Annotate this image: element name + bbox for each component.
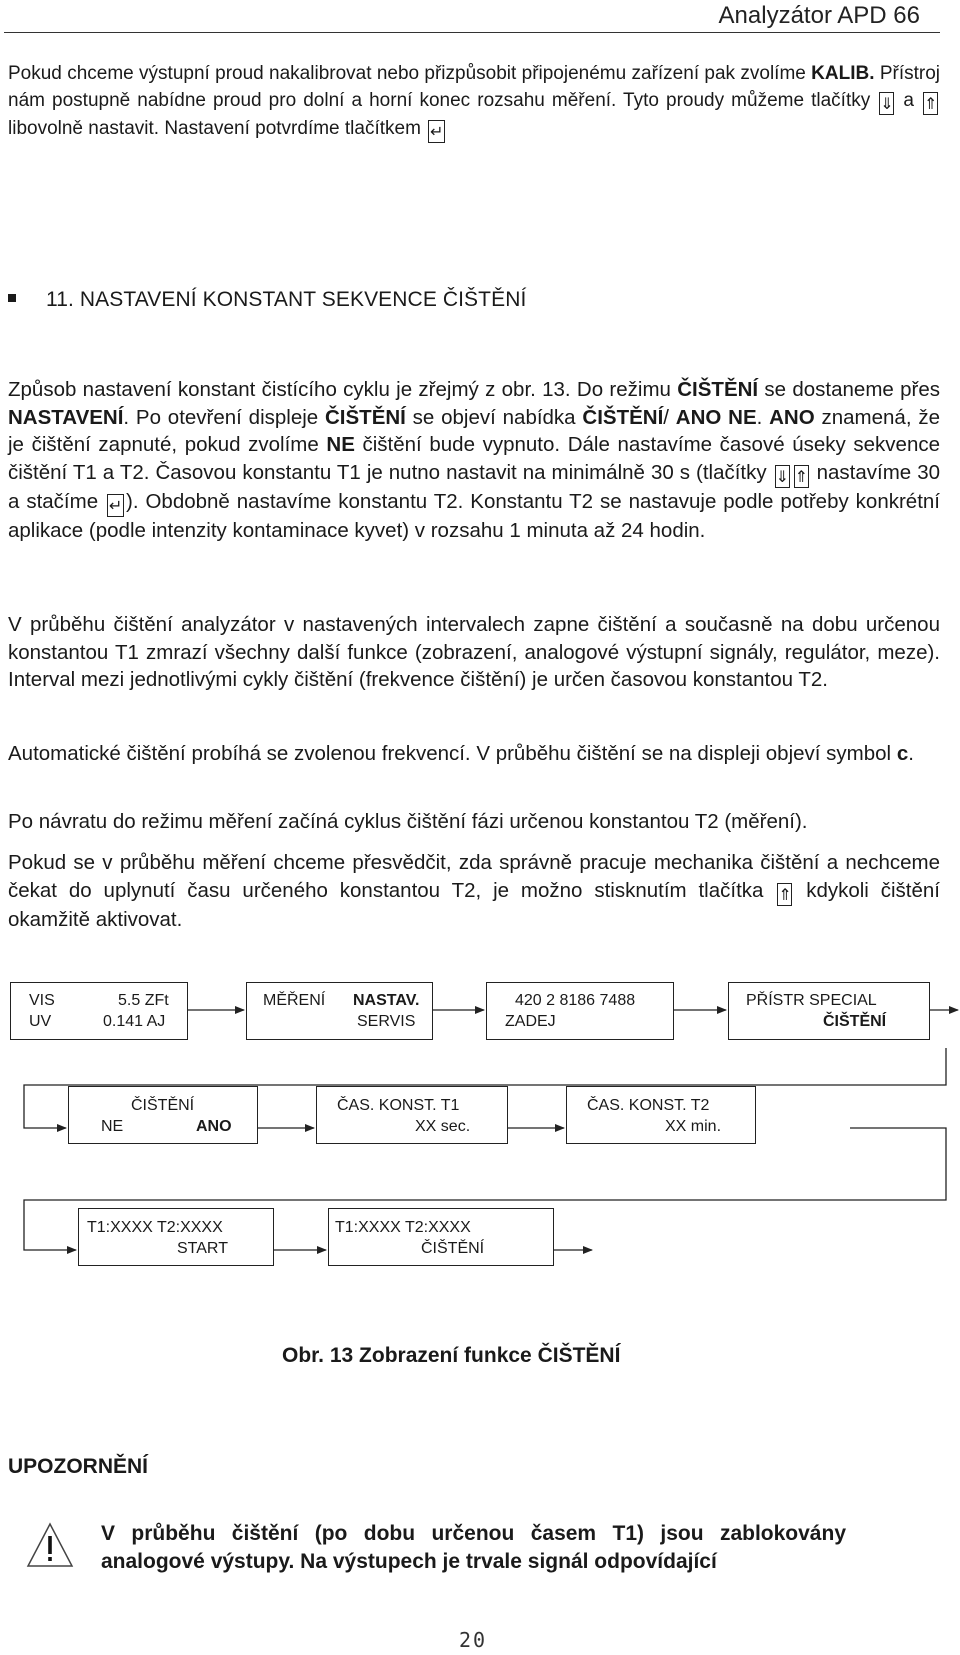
- display-box-constant-t2: ČAS. KONST. T2 XX min.: [566, 1086, 756, 1144]
- up-key-icon: ⇑: [778, 884, 792, 904]
- paragraph-settings: Způsob nastavení konstant čistícího cyklu je zřejmý z obr. 13. Do režimu ČIŠTĚNÍ se dostaneme přes NASTAVENÍ. Po otevření displeje ČIŠTĚNÍ se objeví nabídka ČIŠTĚNÍ/ ANO NE. ANO znamená, že je čištění zapnuté, pokud zvolíme NE čištění bude vypnuto. Dále nastavíme časové úseky sekvence čištění T1 a T2. Časovou konstantu T1 je nutno nastavit na minimálně 30 s (tlačítky ⇓ ⇑ nastavíme 30 a stačíme ↵ ). Obdobně nastavíme konstantu T2. Konstantu T2 se nastavuje podle potřeby konkrétní aplikace (podle intenzity kontaminace kyvet) v rozsahu 1 minuta až 24 hodin.: [8, 378, 941, 542]
- page-number: 20: [459, 1628, 488, 1652]
- paragraph-cleaning-process: V průběhu čištění analyzátor v nastavených intervalech zapne čištění a současně na dobu určenou konstantou T1 zmrazí všechny další funkce (zobrazení, analogové výstupní signály, regulátor, meze). Interval mezi jednotlivými cykly čištění (frekvence čištění) je určen časovou konstantou T2.: [8, 613, 940, 691]
- paragraph-return-to-measure: Po návratu do režimu měření začíná cyklus čištění fázi určenou konstantou T2 (měření).: [8, 810, 808, 833]
- display-box-cleaning-running: T1:XXXX T2:XXXX ČIŠTĚNÍ: [328, 1208, 554, 1266]
- warning-heading: UPOZORNĚNÍ: [8, 1455, 149, 1478]
- display-box-password: 420 2 8186 7488 ZADEJ: [486, 982, 674, 1040]
- paragraph-automatic-cleaning: Automatické čištění probíhá se zvolenou frekvencí. V průběhu čištění se na displeji objeví symbol c.: [8, 742, 914, 765]
- header-title: Analyzátor APD 66: [718, 2, 920, 29]
- figure-caption: Obr. 13 Zobrazení funkce ČIŠTĚNÍ: [282, 1344, 621, 1367]
- enter-key-icon: ↵: [430, 122, 444, 141]
- enter-key-icon: ↵: [108, 495, 123, 515]
- bullet-icon: [8, 294, 16, 302]
- paragraph-manual-activation: Pokud se v průběhu měření chceme přesvědčit, zda správně pracuje mechanika čištění a nechceme čekat do uplynutí času určeného konstantou T2, je možno stisknutím tlačítka ⇑ kdykoli čištění okamžitě aktivovat.: [8, 851, 940, 931]
- display-box-constant-t1: ČAS. KONST. T1 XX sec.: [316, 1086, 508, 1144]
- warning-text: V průběhu čištění (po dobu určenou časem T1) jsou zablokovány analogové výstupy. Na výstupech je trvale signál odpovídající: [101, 1522, 846, 1573]
- display-box-measurement: VIS 5.5 ZFt UV 0.141 AJ: [10, 982, 188, 1040]
- display-box-start: T1:XXXX T2:XXXX START: [78, 1208, 274, 1266]
- down-key-icon: ⇓: [775, 466, 790, 486]
- section-heading: 11. NASTAVENÍ KONSTANT SEKVENCE ČIŠTĚNÍ: [8, 288, 526, 312]
- header-rule: [4, 32, 940, 33]
- warning-icon: [26, 1522, 74, 1568]
- display-box-menu: MĚŘENÍ NASTAV. SERVIS: [246, 982, 433, 1040]
- up-key-icon: ⇑: [794, 466, 809, 486]
- display-box-special: PŘÍSTR SPECIAL ČIŠTĚNÍ: [728, 982, 930, 1040]
- down-key-icon: ⇓: [880, 94, 894, 113]
- intro-paragraph: Pokud chceme výstupní proud nakalibrovat nebo přizpůsobit připojenému zařízení pak zvolíme KALIB. Přístroj nám postupně nabídne proud pro dolní a horní konec rozsahu měření. Tyto proudy můžeme tlačítky ⇓ a ⇑ libovolně nastavit. Nastavení potvrdíme tlačítkem ↵: [8, 63, 940, 141]
- up-key-icon: ⇑: [924, 94, 938, 113]
- display-box-cleaning: ČIŠTĚNÍ NE ANO: [68, 1086, 258, 1144]
